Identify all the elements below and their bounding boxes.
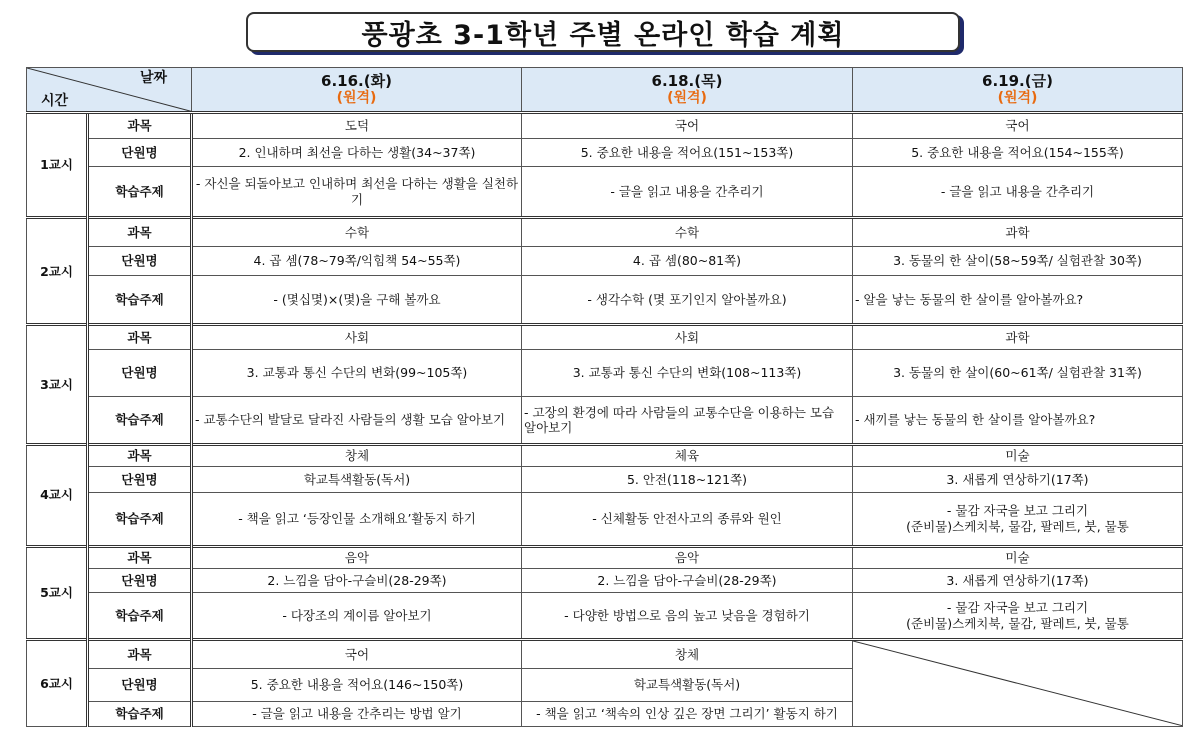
period-1-topic-row bbox=[27, 166, 1183, 217]
period-4-unit-row bbox=[27, 467, 1183, 493]
row-label-unit: 단원명 bbox=[88, 247, 192, 276]
topic-cell bbox=[853, 493, 1183, 547]
topic-cell: - 새끼를 낳는 동물의 한 살이를 알아볼까요? bbox=[853, 397, 1183, 444]
unit-cell: 4. 곱 셈(78~79쪽/익힘책 54~55쪽) bbox=[192, 247, 522, 276]
period-5-subject-row bbox=[27, 546, 1183, 569]
subject-cell: 사회 bbox=[192, 325, 522, 350]
subject-cell: 국어 bbox=[853, 113, 1183, 139]
unit-cell: 3. 새롭게 연상하기(17쪽) bbox=[853, 569, 1183, 593]
period-6-subject-row bbox=[27, 640, 1183, 669]
row-label-subject: 과목 bbox=[88, 546, 192, 569]
corner-date-label: 날짜 bbox=[139, 70, 167, 86]
unit-cell: 5. 중요한 내용을 적어요(146~150쪽) bbox=[192, 669, 522, 702]
subject-cell: 수학 bbox=[192, 218, 522, 247]
period-label: 6교시 bbox=[27, 640, 88, 727]
row-label-topic: 학습주제 bbox=[88, 166, 192, 217]
subject-cell: 미술 bbox=[853, 444, 1183, 467]
period-label: 2교시 bbox=[27, 218, 88, 325]
day-header-2 bbox=[522, 68, 853, 113]
topic-cell: - 자신을 되돌아보고 인내하며 최선을 다하는 생활을 실천하기 bbox=[192, 166, 522, 217]
row-label-topic: 학습주제 bbox=[88, 593, 192, 640]
unit-cell: 4. 곱 셈(80~81쪽) bbox=[522, 247, 853, 276]
topic-cell: - 신체활동 안전사고의 종류와 원인 bbox=[522, 493, 853, 547]
row-label-topic: 학습주제 bbox=[88, 275, 192, 324]
unit-cell: 3. 교통과 통신 수단의 변화(99~105쪽) bbox=[192, 350, 522, 397]
period-1-subject-row bbox=[27, 113, 1183, 139]
row-label-unit: 단원명 bbox=[88, 350, 192, 397]
unit-cell: 3. 교통과 통신 수단의 변화(108~113쪽) bbox=[522, 350, 853, 397]
topic-cell: - 책을 읽고 ‘책속의 인상 깊은 장면 그리기’ 활동지 하기 bbox=[522, 702, 853, 727]
unit-cell: 학교특색활동(독서) bbox=[522, 669, 853, 702]
day-mode: (원격) bbox=[667, 90, 707, 107]
materials-line: (준비물)스케치북, 물감, 팔레트, 붓, 물통 bbox=[906, 615, 1129, 631]
row-label-topic: 학습주제 bbox=[88, 702, 192, 727]
row-label-subject: 과목 bbox=[88, 640, 192, 669]
subject-cell: 과학 bbox=[853, 218, 1183, 247]
unit-cell: 3. 새롭게 연상하기(17쪽) bbox=[853, 467, 1183, 493]
topic-line: - 물감 자국을 보고 그리기 bbox=[946, 600, 1089, 616]
topic-cell: - 생각수학 (몇 포기인지 알아볼까요) bbox=[522, 275, 853, 324]
subject-cell: 창체 bbox=[522, 640, 853, 669]
period-5-unit-row bbox=[27, 569, 1183, 593]
row-label-subject: 과목 bbox=[88, 113, 192, 139]
topic-cell: - 다양한 방법으로 음의 높고 낮음을 경험하기 bbox=[522, 593, 853, 640]
day-mode: (원격) bbox=[997, 90, 1038, 107]
day-mode: (원격) bbox=[336, 90, 377, 107]
row-label-unit: 단원명 bbox=[88, 467, 192, 493]
topic-cell: - 다장조의 계이름 알아보기 bbox=[192, 593, 522, 640]
topic-cell: - 고장의 환경에 따라 사람들의 교통수단을 이용하는 모습 알아보기 bbox=[522, 397, 853, 444]
topic-cell: - 알을 낳는 동물의 한 살이를 알아볼까요? bbox=[853, 275, 1183, 324]
row-label-subject: 과목 bbox=[88, 218, 192, 247]
topic-cell: - 교통수단의 발달로 달라진 사람들의 생활 모습 알아보기 bbox=[192, 397, 522, 444]
day-header-3 bbox=[853, 68, 1183, 113]
day-header-1 bbox=[192, 68, 522, 113]
unit-cell: 학교특색활동(독서) bbox=[192, 467, 522, 493]
subject-cell: 수학 bbox=[522, 218, 853, 247]
unit-cell: 5. 안전(118~121쪽) bbox=[522, 467, 853, 493]
period-3-unit-row bbox=[27, 350, 1183, 397]
topic-cell: - 글을 읽고 내용을 간추리는 방법 알기 bbox=[192, 702, 522, 727]
day-date: 6.19.(금) bbox=[982, 71, 1053, 90]
row-label-topic: 학습주제 bbox=[88, 493, 192, 547]
title-box bbox=[246, 12, 960, 52]
subject-cell: 미술 bbox=[853, 546, 1183, 569]
period-1-unit-row bbox=[27, 139, 1183, 167]
materials-line: (준비물)스케치북, 물감, 팔레트, 붓, 물통 bbox=[906, 518, 1129, 534]
unit-cell: 5. 중요한 내용을 적어요(154~155쪽) bbox=[853, 139, 1183, 167]
period-4-subject-row bbox=[27, 444, 1183, 467]
header-row bbox=[27, 68, 1183, 113]
subject-cell: 국어 bbox=[192, 640, 522, 669]
corner-time-label: 시간 bbox=[41, 92, 69, 109]
row-label-unit: 단원명 bbox=[88, 669, 192, 702]
period-4-topic-row bbox=[27, 493, 1183, 547]
day-date: 6.16.(화) bbox=[321, 71, 392, 90]
period-label: 5교시 bbox=[27, 546, 88, 640]
unit-cell: 3. 동물의 한 살이(58~59쪽/ 실험관찰 30쪽) bbox=[853, 247, 1183, 276]
subject-cell: 체육 bbox=[522, 444, 853, 467]
subject-cell: 사회 bbox=[522, 325, 853, 350]
topic-cell: - 책을 읽고 ‘등장인물 소개해요’활동지 하기 bbox=[192, 493, 522, 547]
subject-cell: 음악 bbox=[192, 546, 522, 569]
topic-line: - 물감 자국을 보고 그리기 bbox=[946, 503, 1089, 519]
unit-cell: 3. 동물의 한 살이(60~61쪽/ 실험관찰 31쪽) bbox=[853, 350, 1183, 397]
row-label-topic: 학습주제 bbox=[88, 397, 192, 444]
subject-cell: 창체 bbox=[192, 444, 522, 467]
subject-cell: 음악 bbox=[522, 546, 853, 569]
subject-cell: 국어 bbox=[522, 113, 853, 139]
topic-cell: - 글을 읽고 내용을 간추리기 bbox=[853, 166, 1183, 217]
period-5-topic-row bbox=[27, 593, 1183, 640]
period-2-subject-row bbox=[27, 218, 1183, 247]
row-label-subject: 과목 bbox=[88, 325, 192, 350]
period-3-subject-row bbox=[27, 325, 1183, 350]
period-3-topic-row bbox=[27, 397, 1183, 444]
topic-cell bbox=[853, 593, 1183, 640]
row-label-unit: 단원명 bbox=[88, 139, 192, 167]
period-label: 4교시 bbox=[27, 444, 88, 546]
topic-cell: - 글을 읽고 내용을 간추리기 bbox=[522, 166, 853, 217]
unit-cell: 2. 인내하며 최선을 다하는 생활(34~37쪽) bbox=[192, 139, 522, 167]
unit-cell: 2. 느낌을 담아-구슬비(28-29쪽) bbox=[192, 569, 522, 593]
subject-cell: 도덕 bbox=[192, 113, 522, 139]
row-label-unit: 단원명 bbox=[88, 569, 192, 593]
subject-cell: 과학 bbox=[853, 325, 1183, 350]
corner-cell bbox=[27, 68, 192, 113]
period-label: 1교시 bbox=[27, 113, 88, 218]
schedule-table bbox=[26, 67, 1183, 727]
topic-cell: - (몇십몇)×(몇)을 구해 볼까요 bbox=[192, 275, 522, 324]
empty-cell bbox=[853, 640, 1183, 727]
period-label: 3교시 bbox=[27, 325, 88, 444]
period-2-topic-row bbox=[27, 275, 1183, 324]
row-label-subject: 과목 bbox=[88, 444, 192, 467]
unit-cell: 5. 중요한 내용을 적어요(151~153쪽) bbox=[522, 139, 853, 167]
day-date: 6.18.(목) bbox=[651, 71, 723, 90]
empty-diagonal bbox=[853, 641, 1182, 726]
period-2-unit-row bbox=[27, 247, 1183, 276]
unit-cell: 2. 느낌을 담아-구슬비(28-29쪽) bbox=[522, 569, 853, 593]
page-title: 풍광초 3-1학년 주별 온라인 학습 계획 bbox=[361, 19, 845, 51]
